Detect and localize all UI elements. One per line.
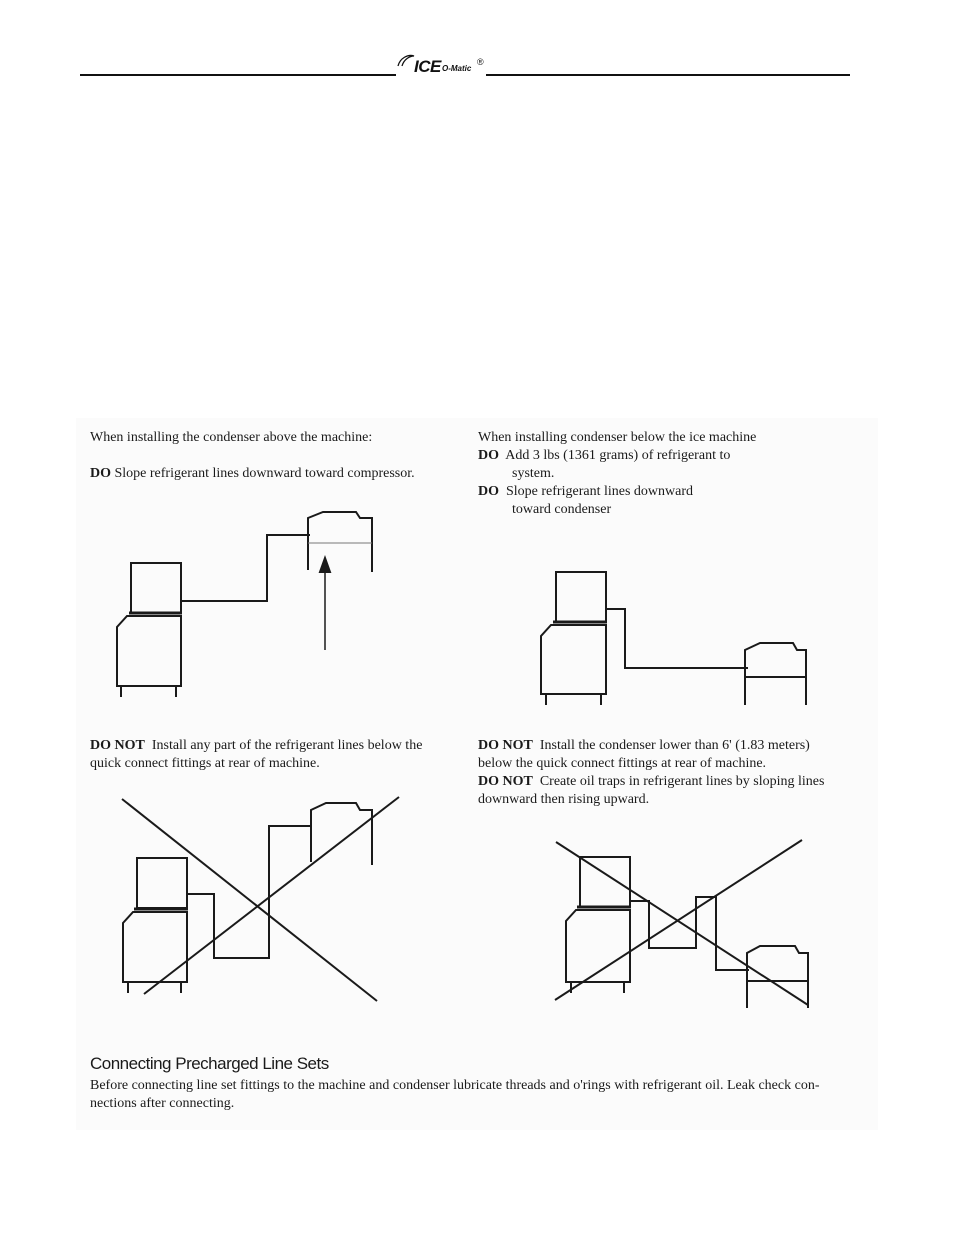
- section-body-2: nections after connecting.: [90, 1096, 235, 1111]
- logo-ice-text: ICE: [414, 57, 441, 76]
- donot-left-2: quick connect fittings at rear of machine.: [90, 756, 320, 771]
- below-do2-cont: toward condenser: [512, 502, 612, 517]
- donot-right-2: DO NOT Create oil traps in refrigerant lines by sloping lines: [478, 774, 825, 789]
- ice-bin-head: [580, 857, 630, 907]
- above-intro: When installing the condenser above the machine:: [90, 430, 373, 445]
- cross-line-1: [556, 842, 808, 1005]
- below-do1-cont: system.: [512, 466, 555, 481]
- above-do: DO Slope refrigerant lines downward toward compressor.: [90, 466, 415, 481]
- donot-right-1: DO NOT Install the condenser lower than 6' (1.83 meters): [478, 738, 810, 753]
- below-intro: When installing condenser below the ice machine: [478, 430, 757, 445]
- section-body-1: Before connecting line set fittings to the machine and condenser lubricate threads and o'rings with refrigerant oil. Leak check con-: [90, 1078, 820, 1093]
- do-label: DO: [90, 466, 111, 481]
- below-do2: DO Slope refrigerant lines downward: [478, 484, 693, 499]
- below-do1: DO Add 3 lbs (1361 grams) of refrigerant to: [478, 448, 731, 463]
- section-heading: Connecting Precharged Line Sets: [90, 1054, 329, 1073]
- donot-left-1: DO NOT Install any part of the refrigerant lines below the: [90, 738, 423, 753]
- donot-right-1-cont: below the quick connect fittings at rear of machine.: [478, 756, 767, 771]
- donot-right-2-cont: downward then rising upward.: [478, 792, 650, 807]
- logo-registered-mark: ®: [477, 57, 484, 67]
- logo-omatic-text: O-Matic: [442, 64, 472, 73]
- refrigerant-line: [630, 897, 749, 970]
